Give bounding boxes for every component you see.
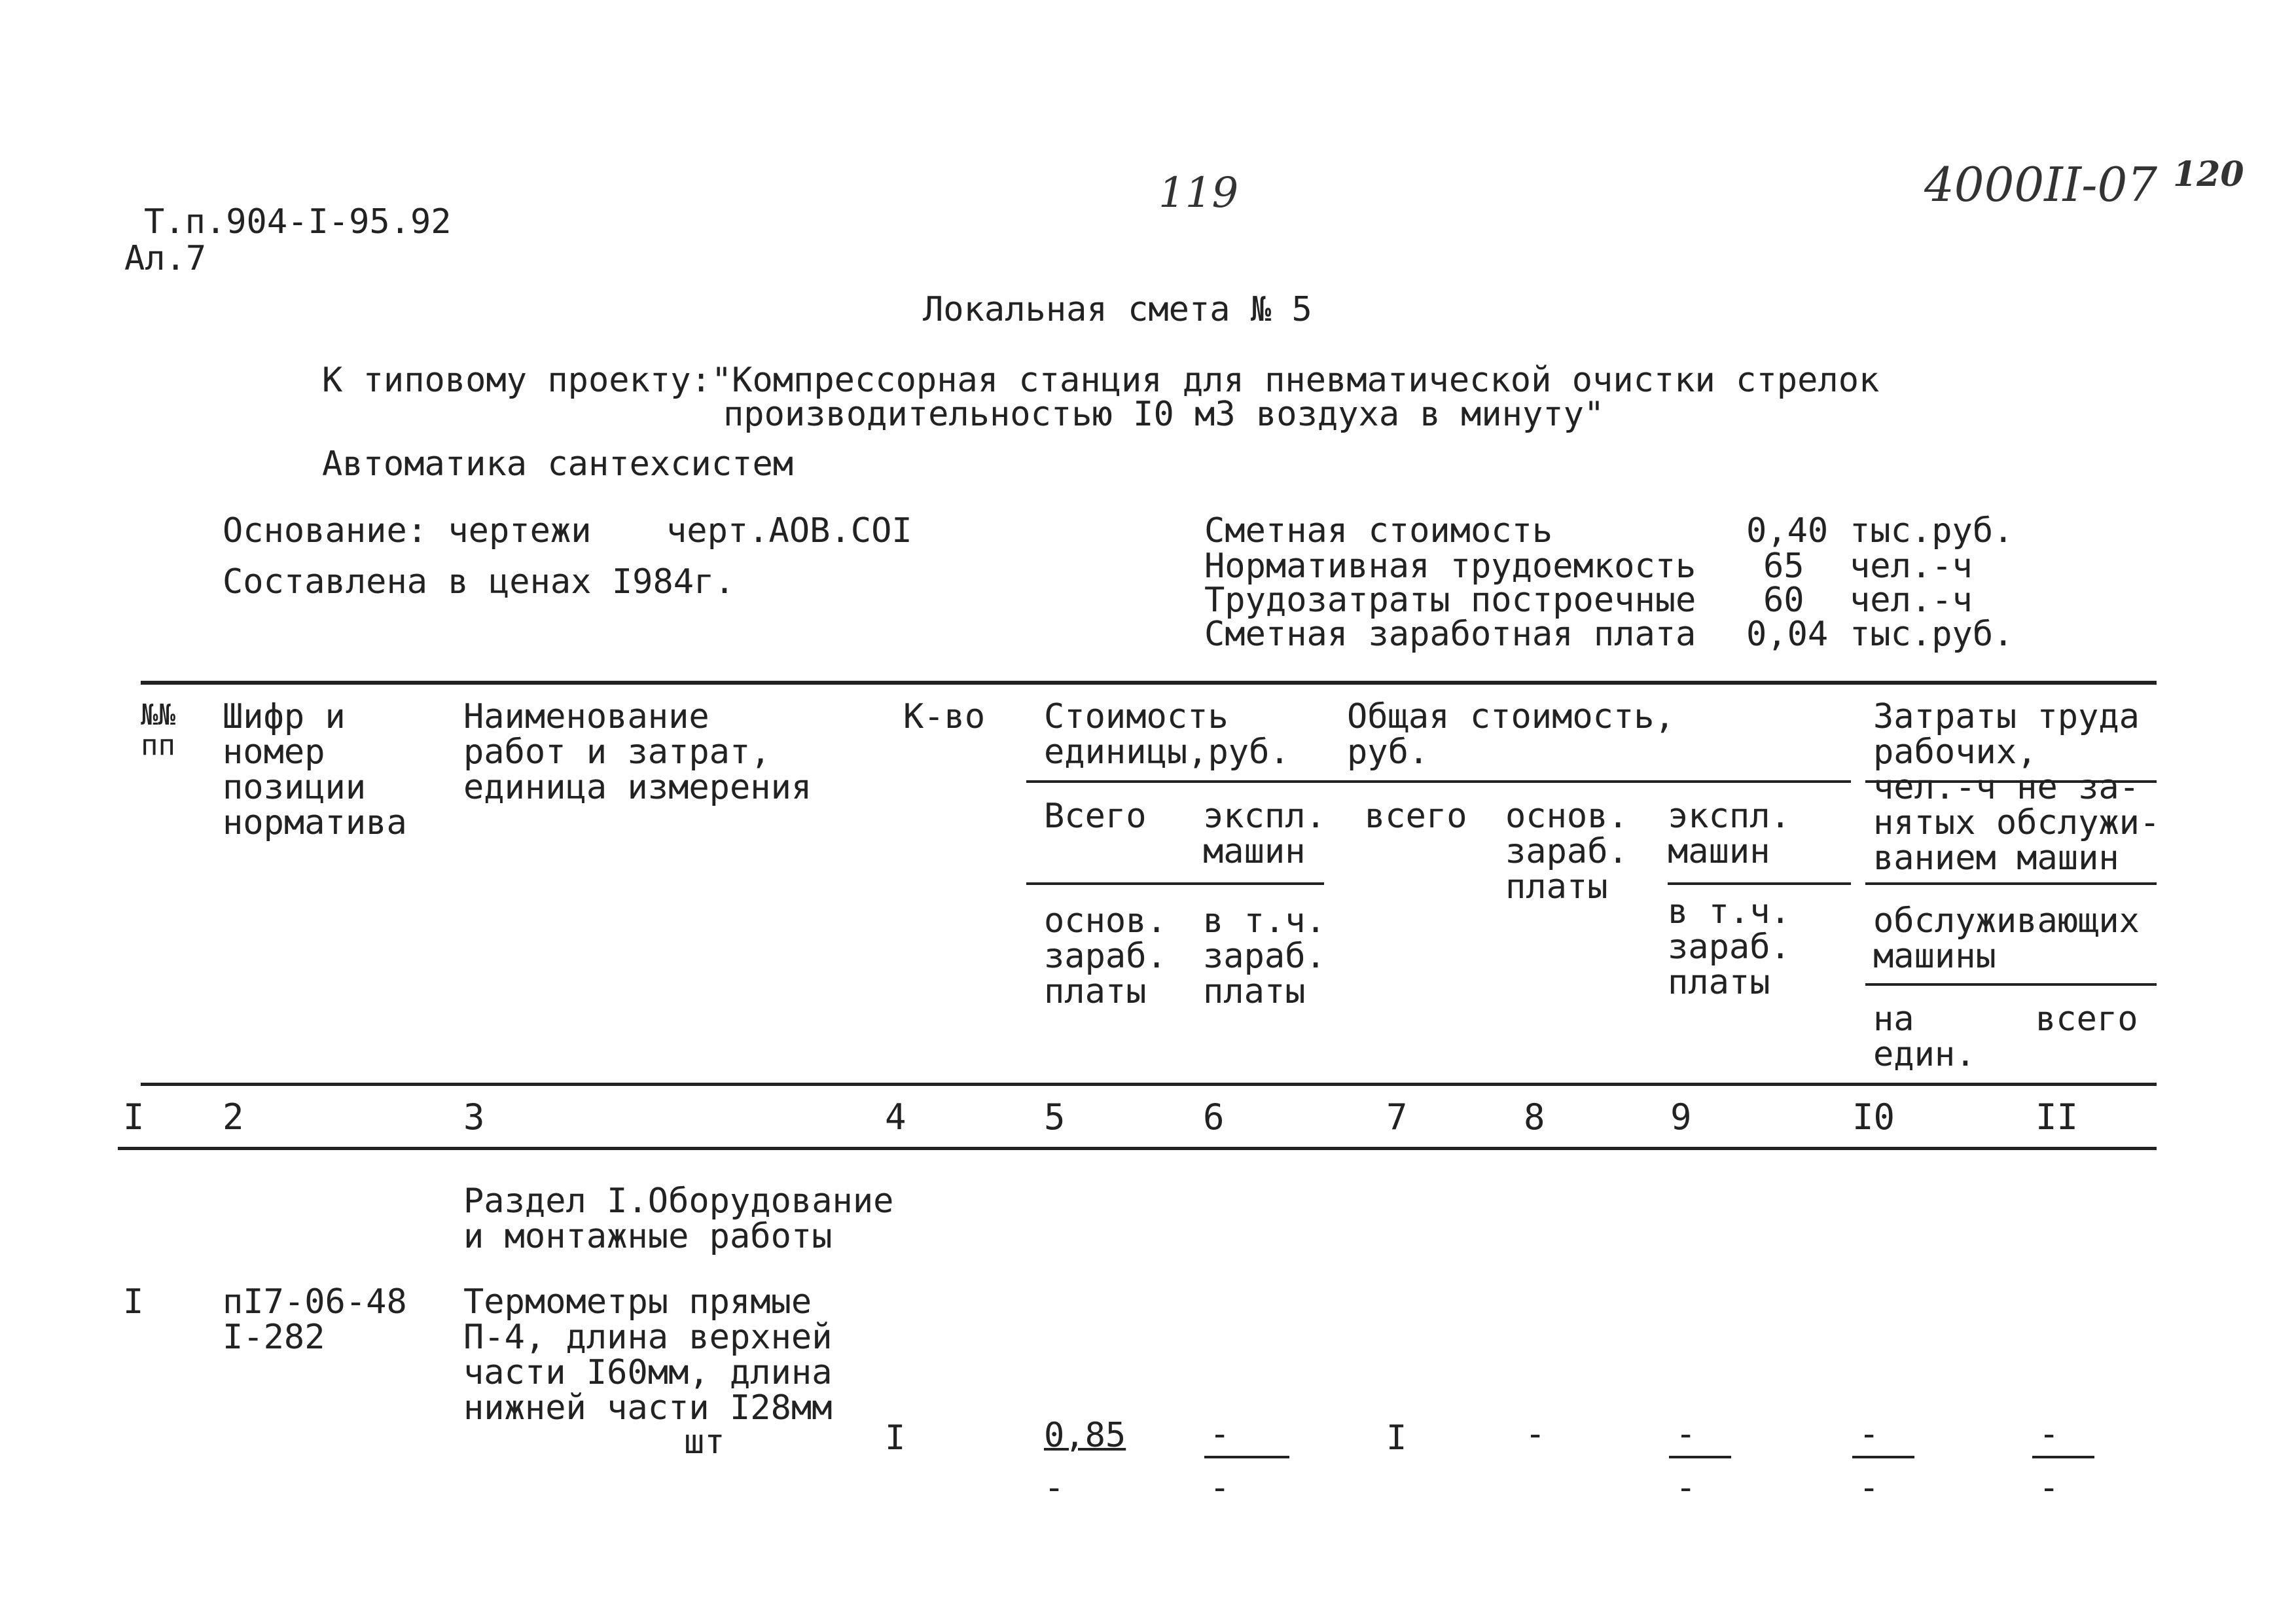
album-number: Ал.7 (124, 239, 207, 278)
row-c6-sub: - (1210, 1468, 1230, 1507)
header-c11: всего (2036, 1000, 2138, 1039)
summary-label: Сметная заработная плата (1204, 615, 1696, 654)
row-c9-underline (1669, 1456, 1731, 1458)
header-total-cost: Общая стоимость, руб. (1347, 697, 1675, 772)
header-name: Наименование работ и затрат, единица измерения (463, 697, 812, 807)
summary-value: 60 (1763, 581, 1804, 620)
column-number: II (2036, 1096, 2079, 1138)
basis-label: Основание: чертежи (223, 511, 592, 550)
row-c11-underline (2032, 1456, 2094, 1458)
summary-unit: тыс.руб. (1850, 511, 2014, 550)
row-name: Термометры прямые П-4, длина верхней части I60мм, длина нижней части I28мм (463, 1282, 833, 1428)
row-c8: - (1525, 1415, 1546, 1454)
row-c9: - (1676, 1415, 1696, 1454)
column-number: 2 (223, 1096, 244, 1138)
summary-label: Нормативная трудоемкость (1204, 547, 1696, 586)
header-labor: Затраты труда рабочих, чел.-ч не за- нятых обслужи- ванием машин (1873, 697, 2161, 878)
header-bottom-rule (141, 1083, 2157, 1086)
summary-label: Трудозатраты построечные (1204, 581, 1696, 620)
price-base: Составлена в ценах I984г. (223, 562, 735, 602)
summary-label: Сметная стоимость (1204, 511, 1553, 550)
header-divider-costs (1026, 780, 1851, 783)
row-num: I (123, 1282, 144, 1322)
row-c9-sub: - (1676, 1468, 1696, 1507)
row-c11: - (2039, 1415, 2060, 1454)
header-c6-top: экспл. машин (1203, 797, 1326, 871)
header-c8: основ. зараб. платы (1505, 797, 1628, 907)
row-c10: - (1859, 1415, 1880, 1454)
document-title: Локальная смета № 5 (923, 290, 1312, 329)
header-divider-servicing (1865, 983, 2157, 986)
summary-value: 65 (1763, 547, 1804, 586)
project-line-1: К типовому проекту:"Компрессорная станция для пневматической очистки стрелок (322, 361, 1880, 400)
header-qty: К-во (903, 697, 986, 736)
column-number: I0 (1852, 1096, 1895, 1138)
header-servicing: обслуживающих машины (1873, 901, 2140, 976)
subtitle: Автоматика сантехсистем (322, 444, 794, 484)
header-code: Шифр и номер позиции норматива (223, 697, 407, 842)
column-number: 3 (463, 1096, 485, 1138)
header-num: №№ пп (141, 698, 175, 762)
column-number: 5 (1044, 1096, 1066, 1138)
row-qty: I (885, 1418, 906, 1458)
header-c9-bottom: в т.ч. зараб. платы (1668, 892, 1791, 1002)
page-number: 119 (1158, 169, 1239, 217)
section-title: Раздел I.Оборудование и монтажные работы (463, 1182, 894, 1256)
summary-value: 0,40 (1746, 511, 1829, 550)
column-number: 4 (885, 1096, 906, 1138)
row-c5: 0,85 (1044, 1416, 1126, 1455)
summary-unit: чел.-ч (1850, 581, 1973, 620)
basis-value: черт.АОВ.COI (666, 511, 912, 550)
column-number: 8 (1524, 1096, 1545, 1138)
summary-unit: чел.-ч (1850, 547, 1973, 586)
header-c5-bottom: основ. зараб. платы (1044, 901, 1167, 1011)
header-c7: всего (1365, 797, 1467, 836)
header-c5-top: Всего (1044, 797, 1147, 836)
archive-code: 4000II-07 (1924, 157, 2158, 212)
row-c11-sub: - (2039, 1468, 2060, 1507)
header-divider-unit-cost (1026, 882, 1324, 885)
column-numbers-rule (118, 1147, 2157, 1150)
summary-unit: тыс.руб. (1850, 615, 2014, 654)
header-c10: на един. (1873, 1000, 1976, 1074)
column-number: 6 (1203, 1096, 1225, 1138)
column-number: I (123, 1096, 145, 1138)
document-code: Т.п.904-I-95.92 (144, 202, 452, 242)
header-c9-top: экспл. машин (1668, 797, 1791, 871)
column-number: 9 (1670, 1096, 1692, 1138)
row-c6-underline (1204, 1456, 1289, 1458)
row-unit: шт (684, 1422, 725, 1462)
row-c10-underline (1852, 1456, 1914, 1458)
table-top-rule (141, 681, 2157, 685)
row-c6: - (1210, 1415, 1230, 1454)
row-c10-sub: - (1859, 1468, 1880, 1507)
summary-value: 0,04 (1746, 615, 1829, 654)
row-c7: I (1386, 1418, 1407, 1458)
header-c6-bottom: в т.ч. зараб. платы (1203, 901, 1326, 1011)
sheet-number: 120 (2173, 154, 2244, 194)
row-code: пI7-06-48 I-282 (223, 1282, 407, 1357)
header-unit-cost: Стоимость единицы,руб. (1044, 697, 1290, 772)
header-divider-c10 (1865, 882, 2157, 885)
column-number: 7 (1386, 1096, 1408, 1138)
project-line-2: производительностью I0 м3 воздуха в минуту" (723, 395, 1605, 434)
header-divider-c9 (1668, 882, 1851, 885)
row-c5-sub: - (1044, 1468, 1065, 1507)
